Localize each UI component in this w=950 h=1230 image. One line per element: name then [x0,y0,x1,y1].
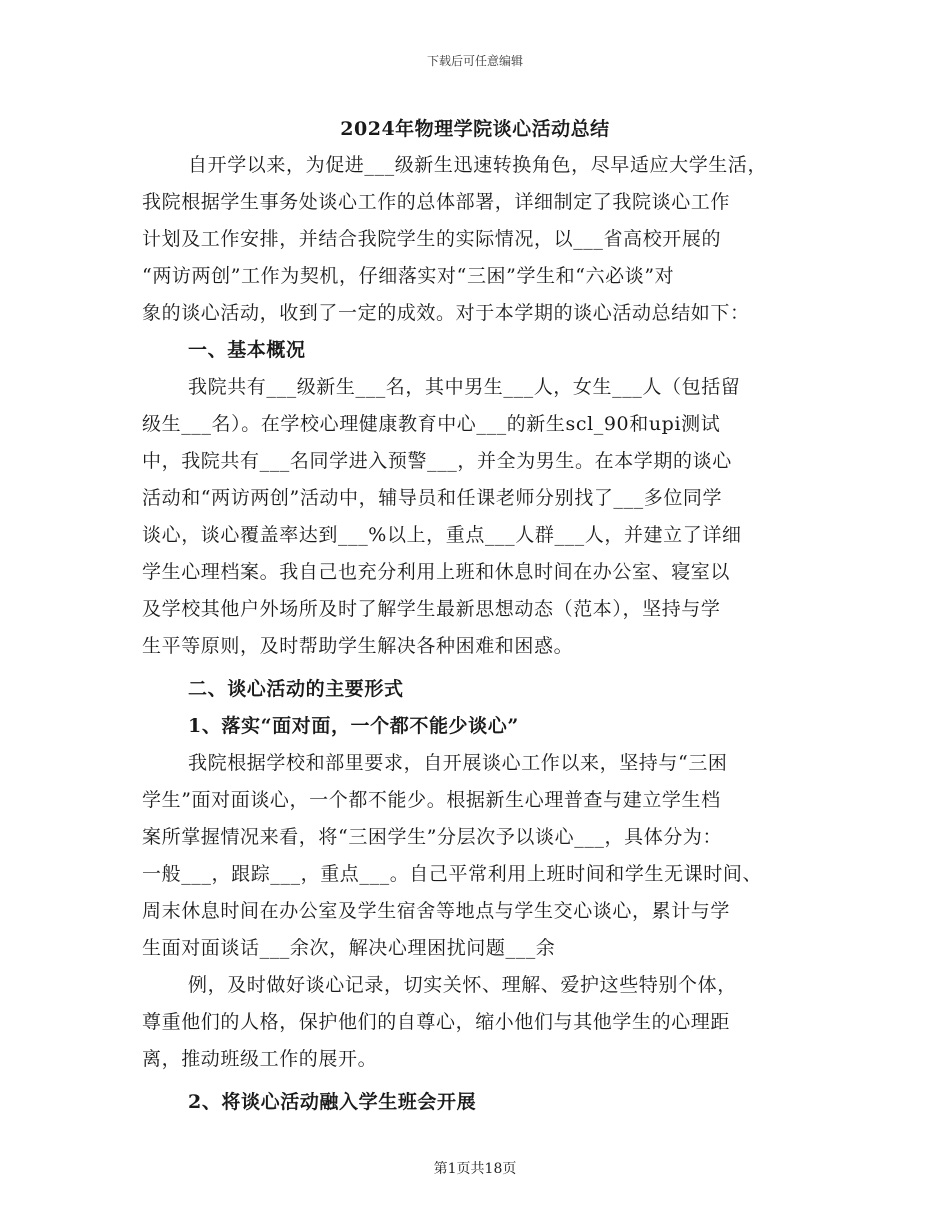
subsection-heading: 1、落实“面对面，一个都不能少谈心” [188,715,519,737]
paragraph-line: 一般___，跟踪___，重点___。自己平常利用上班时间和学生无课时间、 [142,863,763,885]
paragraph-line: 学生心理档案。我自己也充分利用上班和休息时间在办公室、寝室以 [142,561,731,583]
page-number: 第1页共18页 [433,1161,517,1177]
paragraph-line: 级生___名）。在学校心理健康教育中心___的新生scl_90和upi测试 [142,413,721,435]
paragraph-line: 生面对面谈话___余次，解决心理困扰问题___余 [142,937,556,959]
paragraph-line: 自开学以来，为促进___级新生迅速转换角色，尽早适应大学生活， [188,154,768,176]
header-note: 下载后可任意编辑 [426,54,523,68]
paragraph-line: 我院根据学生事务处谈心工作的总体部署，详细制定了我院谈心工作 [142,191,731,213]
subsection-heading: 2、将谈心活动融入学生班会开展 [188,1091,477,1113]
paragraph-line: 活动和“两访两创”活动中，辅导员和任课老师分别找了___多位同学 [142,487,723,509]
paragraph-line: 我院根据学校和部里要求，自开展谈心工作以来，坚持与“三困 [188,752,728,774]
paragraph-line: 象的谈心活动，收到了一定的成效。对于本学期的谈心活动总结如下： [142,302,750,324]
paragraph-line: 离，推动班级工作的展开。 [142,1048,378,1070]
document-title: 2024年物理学院谈心活动总结 [340,118,610,140]
paragraph-line: 例，及时做好谈心记录，切实关怀、理解、爱护这些特别个体， [188,974,737,996]
section-heading: 二、谈心活动的主要形式 [188,678,404,700]
paragraph-line: 我院共有___级新生___名，其中男生___人，女生___人（包括留 [188,376,741,398]
paragraph-line: 计划及工作安排，并结合我院学生的实际情况，以___省高校开展的 [142,228,722,250]
document-body [142,147,832,1121]
paragraph-line: 谈心，谈心覆盖率达到___%以上，重点___人群___人，并建立了详细 [142,524,742,546]
paragraph-line: 学生”面对面谈心，一个都不能少。根据新生心理普查与建立学生档 [142,789,721,811]
paragraph-line: 及学校其他户外场所及时了解学生最新思想动态（范本），坚持与学 [142,598,721,620]
section-heading: 一、基本概况 [188,339,306,361]
paragraph-line: 生平等原则，及时帮助学生解决各种困难和困惑。 [142,635,574,657]
paragraph-line: 案所掌握情况来看，将“三困学生”分层次予以谈心___，具体分为： [142,826,723,848]
paragraph-line: 中，我院共有___名同学进入预警___，并全为男生。在本学期的谈心 [142,450,732,472]
paragraph-line: “两访两创”工作为契机，仔细落实对“三困”学生和“六必谈”对 [142,265,675,287]
paragraph-line: 尊重他们的人格，保护他们的自尊心，缩小他们与其他学生的心理距 [142,1011,731,1033]
paragraph-line: 周末休息时间在办公室及学生宿舍等地点与学生交心谈心，累计与学 [142,900,731,922]
